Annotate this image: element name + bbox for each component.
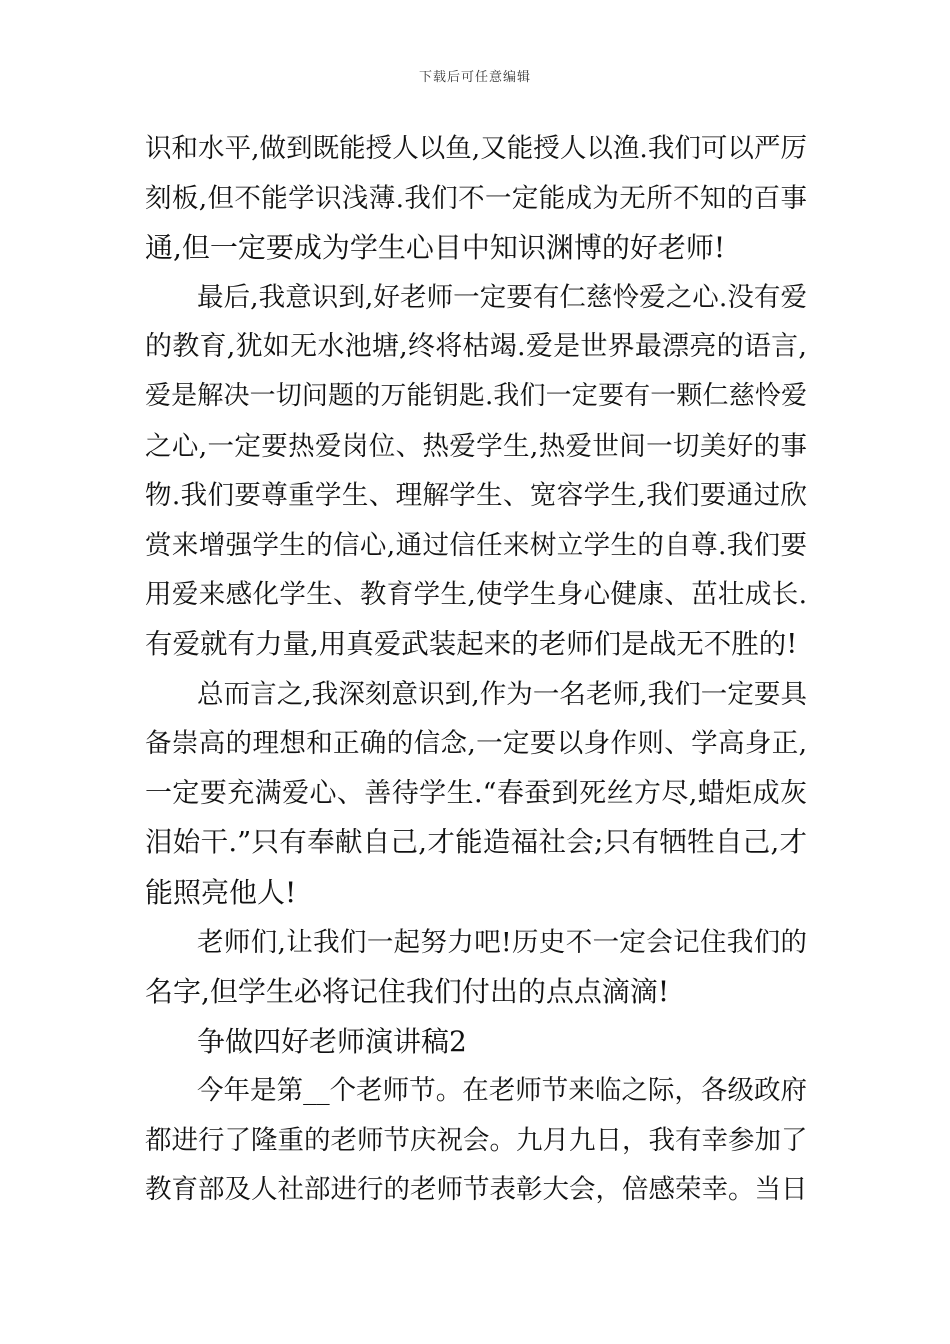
text-line: 有爱就有力量,用真爱武装起来的老师们是战无不胜的! xyxy=(145,627,798,660)
page-header: 下载后可任意编辑 xyxy=(418,70,531,85)
text-line: 名字,但学生必将记住我们付出的点点滴滴! xyxy=(145,975,670,1009)
text-line: 之心,一定要热爱岗位、热爱学生,热爱世间一切美好的事 xyxy=(145,430,807,462)
text-line: 争做四好老师演讲稿2 xyxy=(197,1024,467,1058)
document-body xyxy=(145,124,807,1215)
text-line: 老师们,让我们一起努力吧!历史不一定会记住我们的 xyxy=(197,926,807,958)
text-line: 最后,我意识到,好老师一定要有仁慈怜爱之心.没有爱 xyxy=(197,281,807,313)
text-line: 爱是解决一切问题的万能钥匙.我们一定要有一颗仁慈怜爱 xyxy=(145,380,807,411)
text-line: 泪始干.”只有奉献自己,才能造福社会;只有牺牲自己,才 xyxy=(145,826,807,859)
text-line: 教育部及人社部进行的老师节表彰大会，倍感荣幸。当日 xyxy=(145,1174,807,1206)
text-line: 一定要充满爱心、善待学生.“春蚕到死丝方尽,蜡炬成灰 xyxy=(145,777,807,809)
text-line: 通,但一定要成为学生心目中知识渊博的好老师! xyxy=(145,231,726,265)
text-line: 总而言之,我深刻意识到,作为一名老师,我们一定要具 xyxy=(197,678,807,710)
text-line: 物.我们要尊重学生、理解学生、宽容学生,我们要通过欣 xyxy=(145,480,807,512)
text-line: 赏来增强学生的信心,通过信任来树立学生的自尊.我们要 xyxy=(145,529,807,561)
text-line: 用爱来感化学生、教育学生,使学生身心健康、茁壮成长. xyxy=(145,579,807,611)
text-line: 备崇高的理想和正确的信念,一定要以身作则、学高身正, xyxy=(145,728,807,760)
text-line: 今年是第__个老师节。在老师节来临之际，各级政府 xyxy=(197,1075,807,1107)
text-line: 能照亮他人! xyxy=(145,875,297,909)
text-line: 识和水平,做到既能授人以鱼,又能授人以渔.我们可以严厉 xyxy=(145,133,807,164)
text-line: 刻板,但不能学识浅薄.我们不一定能成为无所不知的百事 xyxy=(145,182,807,214)
text-line: 都进行了隆重的老师节庆祝会。九月九日，我有幸参加了 xyxy=(145,1124,807,1156)
text-line: 的教育,犹如无水池塘,终将枯竭.爱是世界最漂亮的语言, xyxy=(145,331,807,363)
